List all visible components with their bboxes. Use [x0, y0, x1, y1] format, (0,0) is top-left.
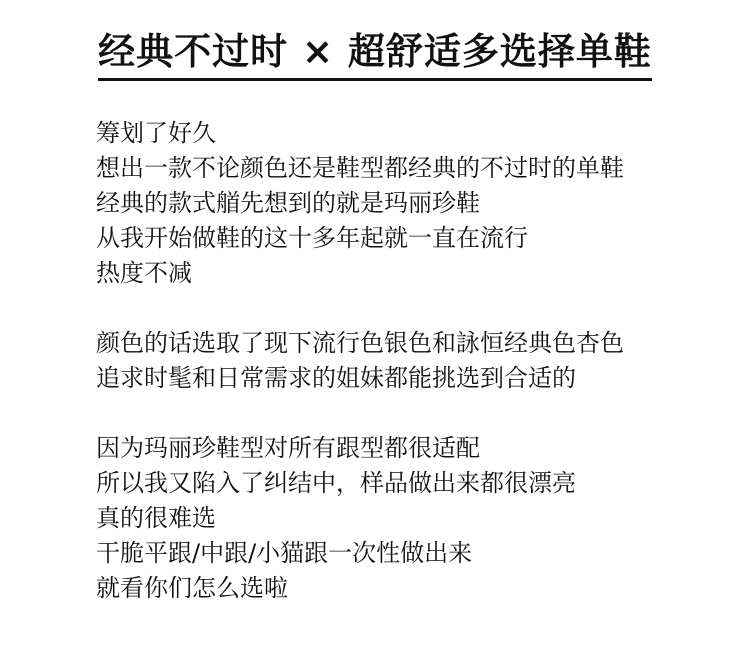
- text-line: 热度不减: [96, 259, 192, 287]
- text-line: 想出一款不论颜色还是鞋型都经典的不过时的单鞋: [96, 154, 624, 182]
- text-line: 所以我又陷入了纠结中，样品做出来都很漂亮: [96, 469, 576, 497]
- text-line: 经典的款式艏先想到的就是玛丽珍鞋: [96, 189, 480, 217]
- article-body: [96, 116, 736, 641]
- text-line: 筹划了好久: [96, 119, 216, 147]
- text-line: 真的很难选: [96, 504, 216, 532]
- text-line: 追求时髦和日常需求的姐妹都能挑选到合适的: [96, 364, 576, 392]
- page-title-text: 经典不过时 × 超舒适多选择单鞋: [98, 28, 652, 81]
- paragraph-colors: [96, 326, 736, 396]
- text-line: 颜色的话选取了现下流行色银色和詠恒经典色杏色: [96, 329, 624, 357]
- page-title: [0, 28, 750, 81]
- paragraph-intro: [96, 116, 736, 291]
- text-line: 干脆平跟/中跟/小猫跟一次性做出来: [96, 539, 473, 567]
- paragraph-heels: [96, 431, 736, 606]
- text-line: 就看你们怎么选啦: [96, 574, 288, 602]
- text-line: 从我开始做鞋的这十多年起就一直在流行: [96, 224, 528, 252]
- text-line: 因为玛丽珍鞋型对所有跟型都很适配: [96, 434, 480, 462]
